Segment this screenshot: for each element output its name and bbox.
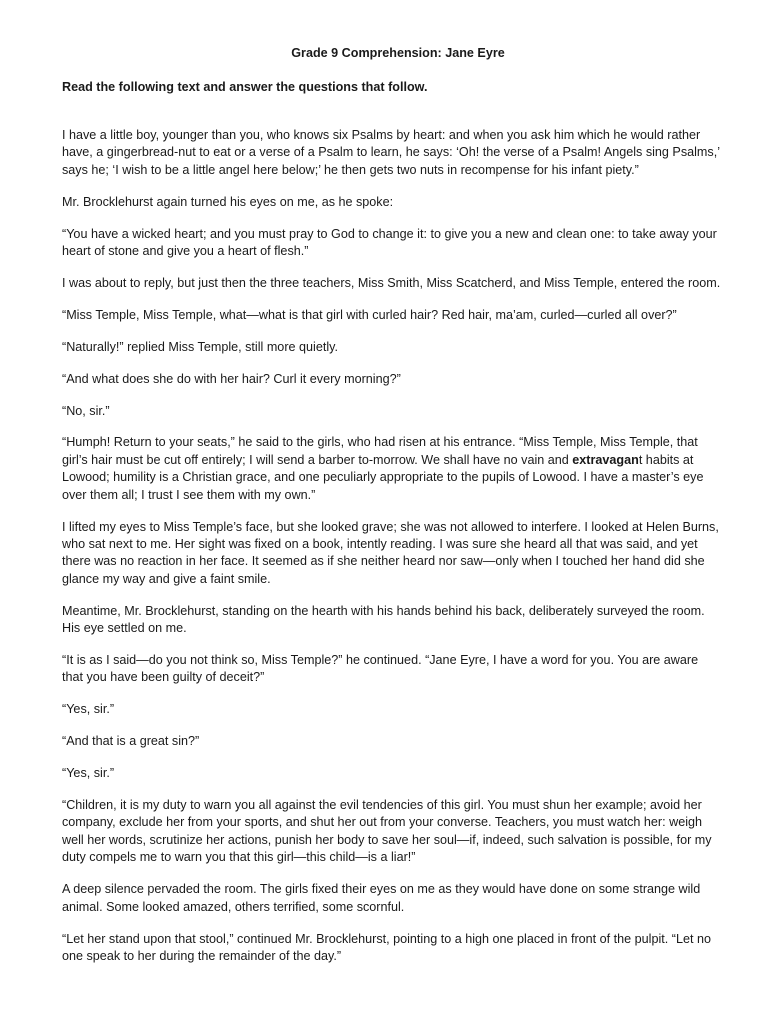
paragraph: “It is as I said—do you not think so, Miss Temple?” he continued. “Jane Eyre, I have a word for you. You are aware that you have been guilty of deceit?” [62,653,699,685]
paragraph: “And that is a great sin?” [62,734,200,749]
paragraph: “Children, it is my duty to warn you all against the evil tendencies of this girl. You must shun her example; avoid her company, exclude her from your sports, and shut her out from your converse. Teachers, you must watch her: weigh well her words, scrutinize her actions, punish her body to save her soul—if, indeed, such salvation is possible, for my duty compels me to warn you that this girl—this child—is a liar!” [62,798,712,865]
paragraph-text: t habits at Lowood; humility is a Christian grace, and one peculiarly appropriate to the pupils of Lowood. I have a master’s eye over them all; I trust I see them with my own.” [62,452,704,502]
paragraph: “And what does she do with her hair? Curl it every morning?” [62,371,401,386]
instructions: Read the following text and answer the questions that follow. [62,80,428,94]
passage [62,127,722,965]
paragraph: “You have a wicked heart; and you must pray to God to change it: to give you a new and clean one: to take away your heart of stone and give you a heart of flesh.” [62,226,717,259]
paragraph: “Miss Temple, Miss Temple, what—what is that girl with curled hair? Red hair, ma’am, curled—curled all over?” [62,307,677,322]
paragraph: A deep silence pervaded the room. The girls fixed their eyes on me as they would have done on some strange wild animal. Some looked amazed, others terrified, some scornful. [62,882,701,914]
paragraph: Mr. Brocklehurst again turned his eyes on me, as he spoke: [62,194,394,209]
document-title: Grade 9 Comprehension: Jane Eyre [291,46,505,60]
paragraph: I have a little boy, younger than you, who knows six Psalms by heart: and when you ask him which he would rather have, a gingerbread-nut to eat or a verse of a Psalm to learn, he says: ‘Oh! the verse of a Psalm! Angels sing Psalms,’ says he; ‘I wish to be a little angel here below;’ he then gets two nuts in recompense for his infant piety.” [62,128,720,177]
bold-word-extravagant: extravagan [572,452,639,467]
paragraph [62,434,722,504]
paragraph: “No, sir.” [62,403,110,418]
paragraph-text: “Humph! Return to your seats,” he said to the girls, who had risen at his entrance. “Miss Temple, Miss Temple, that girl’s hair must be cut off entirely; I will send a barber to-morrow. We shall have no vain and [62,435,698,467]
paragraph: “Yes, sir.” [62,702,115,717]
paragraph: I lifted my eyes to Miss Temple’s face, but she looked grave; she was not allowed to interfere. I looked at Helen Burns, who sat next to me. Her sight was fixed on a book, intently reading. I was sure she heard all that was said, and yet there was no reaction in her face. It seemed as if she neither heard nor saw—only when I touched her hand did she glance my way and give a faint smile. [62,519,719,586]
paragraph: “Yes, sir.” [62,766,115,781]
paragraph: “Naturally!” replied Miss Temple, still more quietly. [62,339,338,354]
paragraph: Meantime, Mr. Brocklehurst, standing on the hearth with his hands behind his back, deliberately surveyed the room. His eye settled on me. [62,603,705,636]
paragraph: “Let her stand upon that stool,” continued Mr. Brocklehurst, pointing to a high one placed in front of the pulpit. “Let no one speak to her during the remainder of the day.” [62,931,711,963]
paragraph: I was about to reply, but just then the three teachers, Miss Smith, Miss Scatcherd, and Miss Temple, entered the room. [62,275,721,290]
